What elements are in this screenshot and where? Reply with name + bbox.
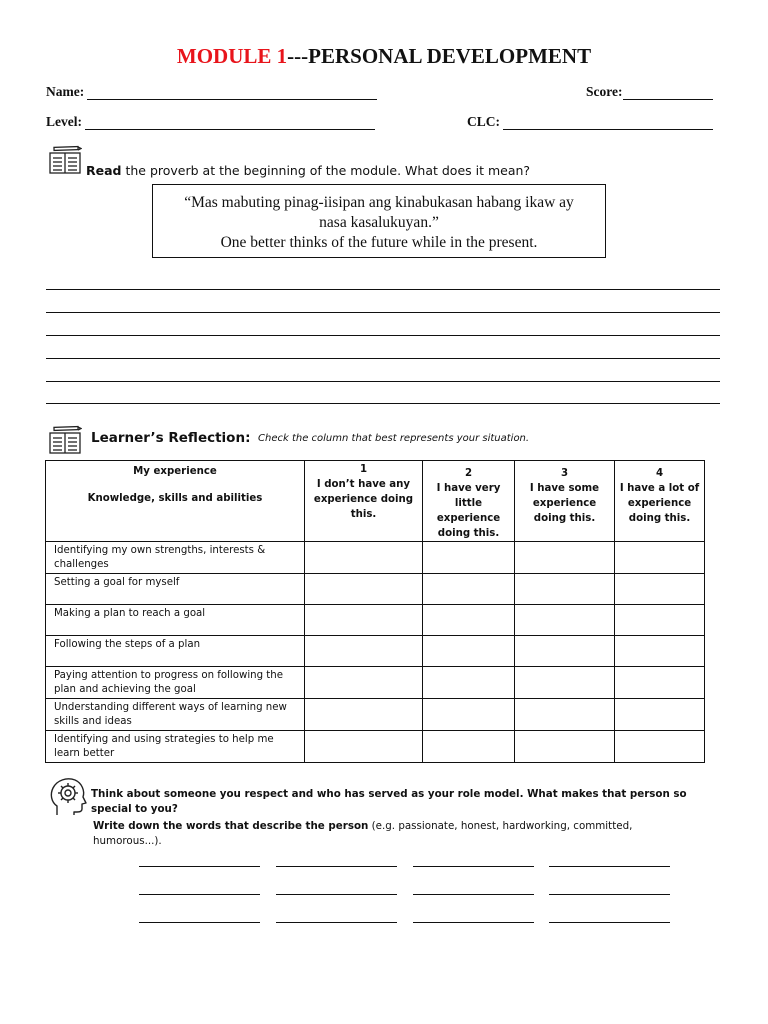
check-cell[interactable] [515,542,615,574]
proverb-line-3: One better thinks of the future while in the present. [220,234,538,251]
page-title [0,44,768,69]
table-row [46,667,705,699]
level-num: 1 [359,464,368,475]
check-cell[interactable] [305,542,423,574]
score-input-line[interactable] [623,87,713,100]
level-desc: I have a lot of experience doing this. [619,483,700,524]
module-number: MODULE 1 [176,44,288,68]
clc-input-line[interactable] [503,117,713,130]
word-line[interactable] [413,866,534,867]
check-cell[interactable] [515,605,615,636]
level-header-1 [305,461,423,542]
instruction-bold: Write down the words that describe the person [93,820,369,832]
answer-line[interactable] [46,358,720,359]
word-line[interactable] [549,894,670,895]
check-cell[interactable] [515,731,615,763]
word-line[interactable] [549,866,670,867]
level-desc: I don’t have any experience doing this. [313,479,414,520]
level-header-3 [515,461,615,542]
role-model-instruction [93,819,693,849]
answer-line[interactable] [46,289,720,290]
level-desc: I have some experience doing this. [529,483,600,524]
word-line[interactable] [276,922,397,923]
check-cell[interactable] [515,574,615,605]
level-num: 4 [655,468,664,479]
reflection-table [45,460,705,763]
table-row [46,605,705,636]
check-cell[interactable] [423,605,515,636]
row-label: Identifying my own strengths, interests & challenges [46,542,305,574]
check-cell[interactable] [423,542,515,574]
row-label: Understanding different ways of learning new skills and ideas [46,699,305,731]
table-row [46,636,705,667]
role-model-question: Think about someone you respect and who has served as your role model. What makes that person so special to you? [91,788,687,815]
read-bold: Read [86,163,122,178]
check-cell[interactable] [305,574,423,605]
instruction-rest: (e.g. passionate, honest, hardworking, committed, humorous...). [93,820,633,847]
reflection-note: Check the column that best represents your situation. [258,433,530,444]
head-gear-icon [47,775,87,817]
reflection-title: Learner’s Reflection: [91,430,251,446]
level-num: 3 [560,468,569,479]
proverb-line-2: nasa kasalukuyan.” [319,214,439,231]
level-field [46,114,375,130]
book-pencil-icon [48,425,82,455]
read-prompt [86,163,530,178]
check-cell[interactable] [515,636,615,667]
name-input-line[interactable] [87,87,377,100]
name-label: Name: [46,84,85,99]
check-cell[interactable] [515,699,615,731]
word-line[interactable] [276,866,397,867]
check-cell[interactable] [423,574,515,605]
check-cell[interactable] [615,605,705,636]
experience-header-label: My experience [133,466,217,477]
table-row [46,699,705,731]
table-row [46,731,705,763]
read-prompt-text: the proverb at the beginning of the module. What does it mean? [121,163,531,178]
clc-field [467,114,713,130]
answer-line[interactable] [46,381,720,382]
check-cell[interactable] [305,699,423,731]
word-line[interactable] [413,922,534,923]
answer-line[interactable] [46,403,720,404]
check-cell[interactable] [423,731,515,763]
level-header-4 [615,461,705,542]
check-cell[interactable] [615,699,705,731]
check-cell[interactable] [305,636,423,667]
experience-header [46,461,305,542]
check-cell[interactable] [423,699,515,731]
score-label: Score: [586,84,623,99]
word-line[interactable] [139,922,260,923]
row-label: Making a plan to reach a goal [46,605,305,636]
proverb-line-1: “Mas mabuting pinag-iisipan ang kinabukasan habang ikaw ay [184,194,574,211]
name-field [46,84,377,100]
level-input-line[interactable] [85,117,375,130]
level-header-2 [423,461,515,542]
check-cell[interactable] [615,731,705,763]
row-label: Paying attention to progress on following the plan and achieving the goal [46,667,305,699]
skills-header-label: Knowledge, skills and abilities [87,493,263,504]
table-row [46,542,705,574]
level-desc: I have very little experience doing this. [436,483,501,539]
clc-label: CLC: [467,114,500,129]
word-line[interactable] [413,894,534,895]
level-label: Level: [46,114,82,129]
check-cell[interactable] [615,542,705,574]
table-row [46,574,705,605]
check-cell[interactable] [615,667,705,699]
row-label: Following the steps of a plan [46,636,305,667]
check-cell[interactable] [423,636,515,667]
score-field [586,84,713,100]
level-num: 2 [464,468,473,479]
row-label: Identifying and using strategies to help me learn better [46,731,305,763]
book-pencil-icon [48,145,82,175]
word-line[interactable] [139,866,260,867]
table-header-row [46,461,705,542]
word-line[interactable] [549,922,670,923]
check-cell[interactable] [305,731,423,763]
check-cell[interactable] [305,667,423,699]
check-cell[interactable] [305,605,423,636]
check-cell[interactable] [615,574,705,605]
check-cell[interactable] [423,667,515,699]
check-cell[interactable] [515,667,615,699]
module-title: ---PERSONAL DEVELOPMENT [287,44,592,68]
check-cell[interactable] [615,636,705,667]
proverb-box [152,184,606,258]
answer-line[interactable] [46,312,720,313]
word-line[interactable] [276,894,397,895]
row-label: Setting a goal for myself [46,574,305,605]
answer-line[interactable] [46,335,720,336]
word-line[interactable] [139,894,260,895]
